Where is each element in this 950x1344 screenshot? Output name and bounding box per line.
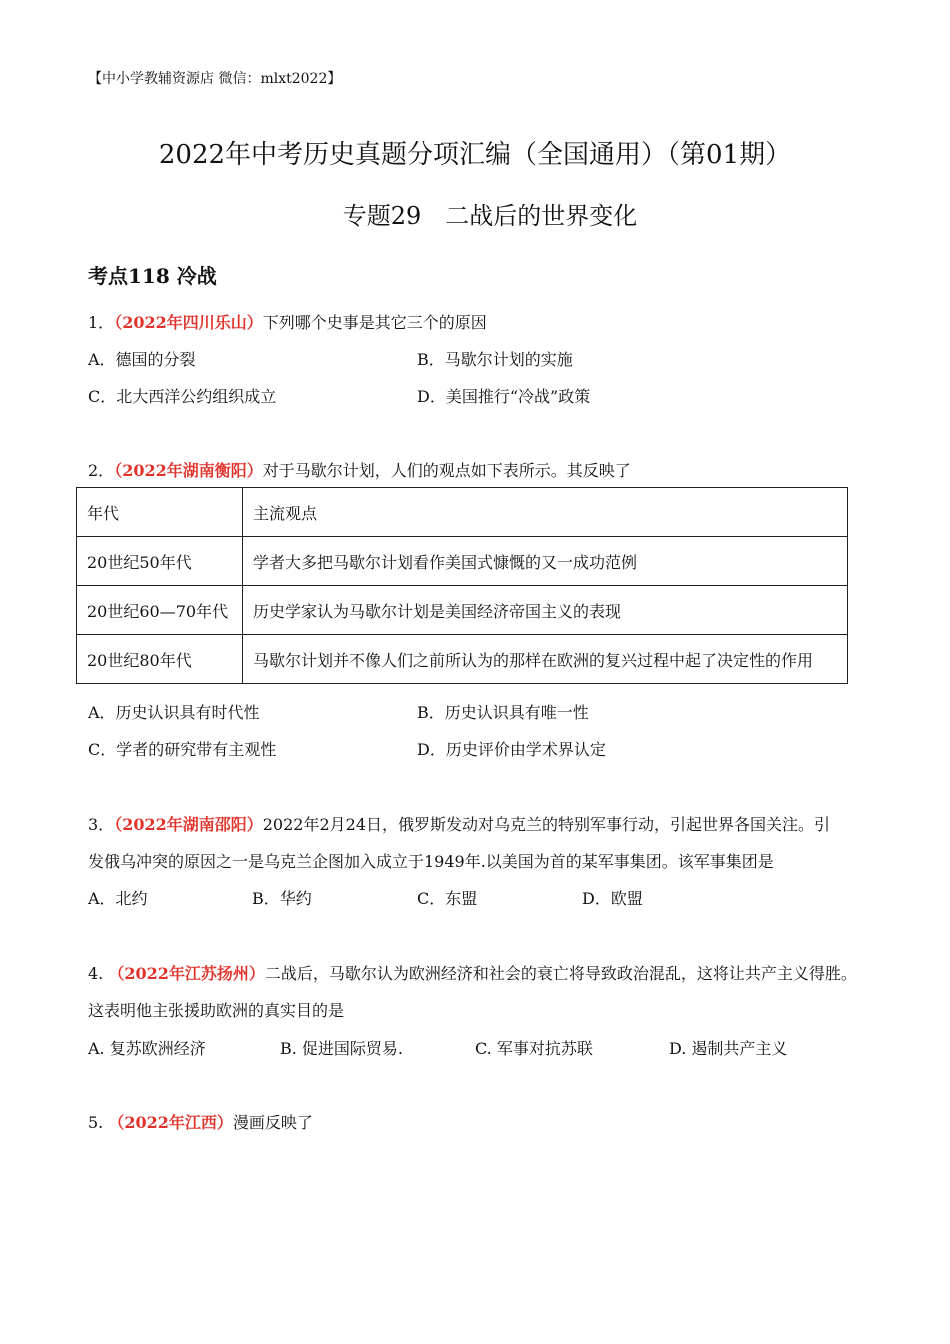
question-stem: 2022年2月24日，俄罗斯发动对乌克兰的特别军事行动，引起世界各国关注。引 xyxy=(262,815,830,834)
table-cell: 马歇尔计划并不像人们之前所认为的那样在欧洲的复兴过程中起了决定性的作用 xyxy=(243,635,848,684)
table-cell: 20世纪60—70年代 xyxy=(77,586,243,635)
question-number: 5. xyxy=(88,1113,109,1132)
question-number: 3． xyxy=(88,815,115,834)
header-note: 【中小学教辅资源店 微信：mlxt2022】 xyxy=(88,71,342,87)
option-d: D. 遏制共产主义 xyxy=(669,1039,788,1058)
table-cell: 20世纪50年代 xyxy=(77,537,243,586)
document-title: 2022年中考历史真题分项汇编（全国通用）（第01期） xyxy=(158,140,792,170)
table-row xyxy=(77,635,848,684)
question-source: （2022年湖南衡阳） xyxy=(114,461,263,480)
question-source: （2022年湖南邵阳） xyxy=(114,815,263,834)
option-b: B. 促进国际贸易. xyxy=(280,1039,404,1058)
question-2 xyxy=(88,458,631,481)
option-a: A．历史认识具有时代性 xyxy=(88,703,260,722)
question-source: （2022年江苏扬州） xyxy=(108,964,265,983)
question-number: 1． xyxy=(88,313,115,332)
option-d: D．历史评价由学术界认定 xyxy=(417,740,606,759)
table-cell: 20世纪80年代 xyxy=(77,635,243,684)
table-cell: 学者大多把马歇尔计划看作美国式慷慨的又一成功范例 xyxy=(243,537,848,586)
option-c: C. 军事对抗苏联 xyxy=(475,1039,593,1058)
option-b: B．马歇尔计划的实施 xyxy=(417,350,573,369)
question-stem: 对于马歇尔计划，人们的观点如下表所示。其反映了 xyxy=(262,461,631,480)
table-header-row xyxy=(77,488,848,537)
option-c: C．北大西洋公约组织成立 xyxy=(88,387,277,406)
table-header-cell: 主流观点 xyxy=(243,488,848,537)
question-stem: 二战后，马歇尔认为欧洲经济和社会的衰亡将导致政治混乱，这将让共产主义得胜。 xyxy=(264,964,857,983)
question-stem: 漫画反映了 xyxy=(232,1113,313,1132)
table-row xyxy=(77,586,848,635)
table-header-cell: 年代 xyxy=(77,488,243,537)
option-a: A．北约 xyxy=(88,889,148,908)
question-1 xyxy=(88,310,487,333)
question-source: （2022年江西） xyxy=(108,1113,233,1132)
question-3 xyxy=(88,812,830,835)
option-c: C．东盟 xyxy=(417,889,478,908)
section-heading: 考点118 冷战 xyxy=(88,264,217,288)
option-b: B．华约 xyxy=(252,889,312,908)
topic-subtitle: 专题29 二战后的世界变化 xyxy=(342,202,638,230)
question-5 xyxy=(88,1110,313,1133)
marshall-plan-table xyxy=(76,487,848,684)
option-c: C．学者的研究带有主观性 xyxy=(88,740,277,759)
question-stem-continued: 发俄乌冲突的原因之一是乌克兰企图加入成立于1949年.以美国为首的某军事集团。该军事集团是 xyxy=(88,852,774,871)
table-cell: 历史学家认为马歇尔计划是美国经济帝国主义的表现 xyxy=(243,586,848,635)
question-4 xyxy=(88,961,857,984)
question-stem: 下列哪个史事是其它三个的原因 xyxy=(262,313,487,332)
table-row xyxy=(77,537,848,586)
option-b: B．历史认识具有唯一性 xyxy=(417,703,589,722)
option-d: D．欧盟 xyxy=(582,889,643,908)
question-source: （2022年四川乐山） xyxy=(114,313,263,332)
option-a: A. 复苏欧洲经济 xyxy=(88,1039,206,1058)
question-number: 2． xyxy=(88,461,115,480)
option-d: D．美国推行“冷战”政策 xyxy=(417,387,591,406)
option-a: A．德国的分裂 xyxy=(88,350,196,369)
question-number: 4. xyxy=(88,964,109,983)
question-stem-continued: 这表明他主张援助欧洲的真实目的是 xyxy=(88,1001,345,1020)
